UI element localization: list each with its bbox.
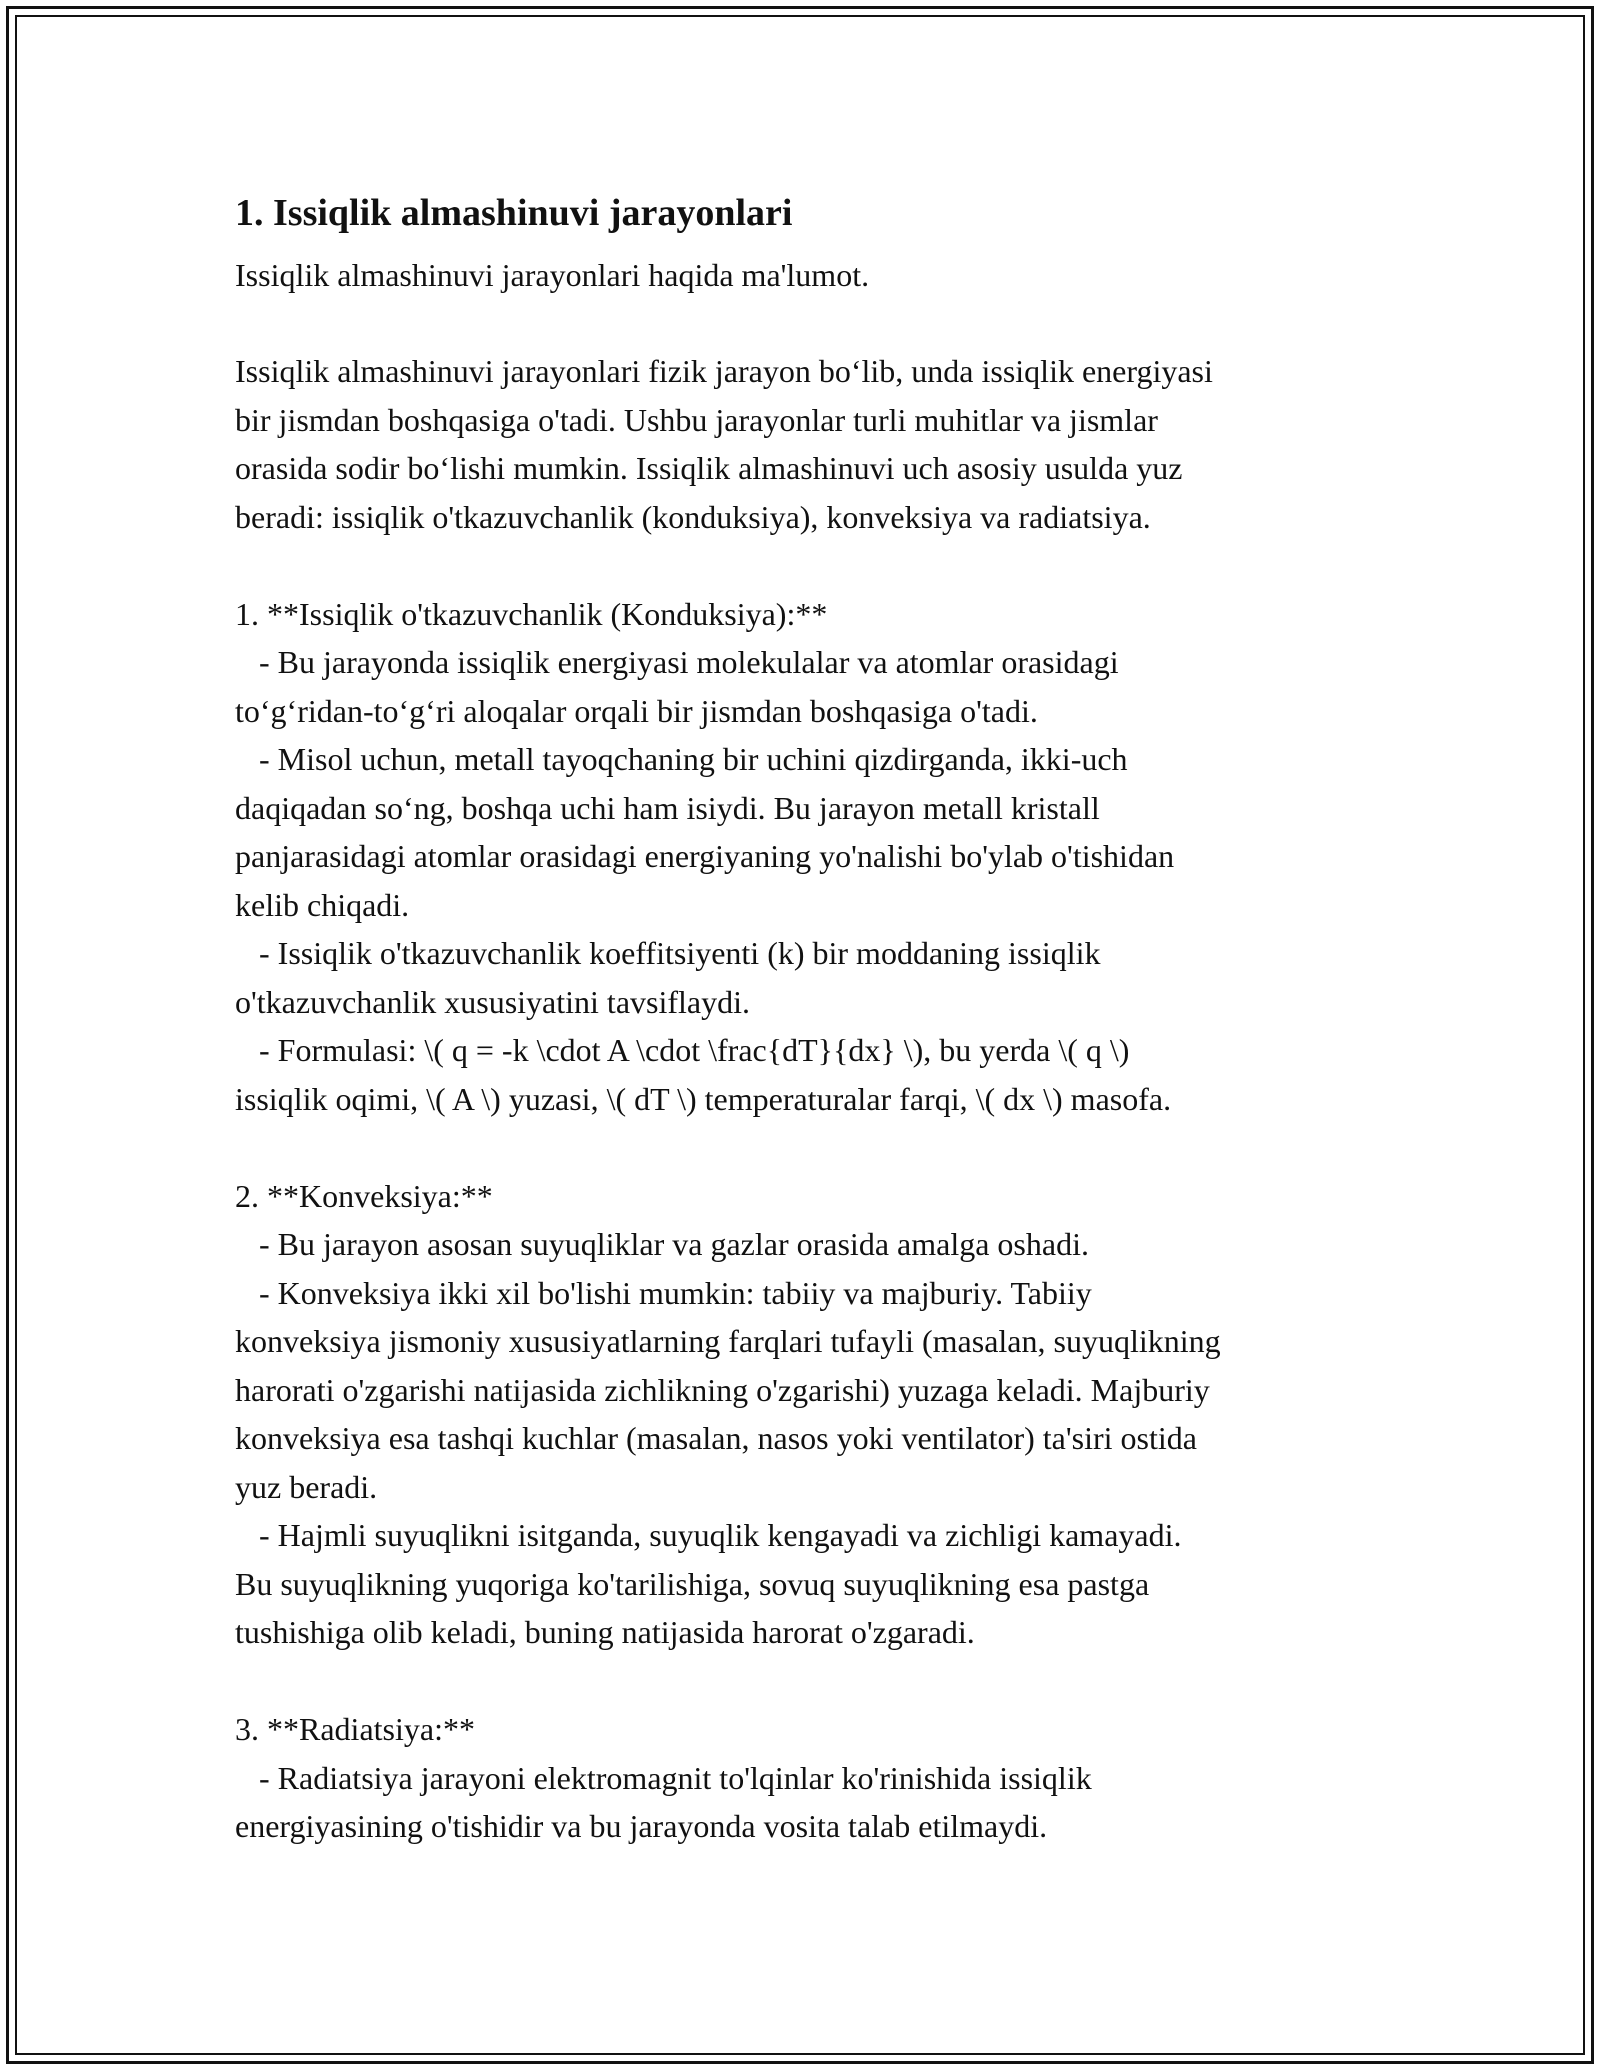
document-title: 1. Issiqlik almashinuvi jarayonlari xyxy=(235,192,793,234)
document-content xyxy=(235,185,1375,1851)
document-subtitle: Issiqlik almashinuvi jarayonlari haqida ma'lumot. xyxy=(235,257,870,293)
document-body: Issiqlik almashinuvi jarayonlari fizik jarayon bo‘lib, unda issiqlik energiyasi bir jismdan boshqasiga o'tadi. Ushbu jarayonlar turli muhitlar va jismlar orasida sodir bo‘lishi mumkin. Issiqlik almashinuvi uch asosiy usulda yuz beradi: issiqlik o'tkazuvchanlik (konduksiya), konveksiya va radiatsiya. 1. **Issiqlik o'tkazuvchanlik (Konduksiya):** - Bu jarayonda issiqlik energiyasi molekulalar va atomlar orasidagi to‘g‘ridan-to‘g‘ri aloqalar orqali bir jismdan boshqasiga o'tadi. - Misol uchun, metall tayoqchaning bir uchini qizdirganda, ikki-uch daqiqadan so‘ng, boshqa uchi ham isiydi. Bu jarayon metall kristall panjarasidagi atomlar orasidagi energiyaning yo'nalishi bo'ylab o'tishidan kelib chiqadi. - Issiqlik o'tkazuvchanlik koeffitsiyenti (k) bir moddaning issiqlik o'tkazuvchanlik xususiyatini tavsiflaydi. - Formulasi: \( q = -k \cdot A \cdot \frac{dT}{dx} \), bu yerda \( q \) issiqlik oqimi, \( A \) yuzasi, \( dT \) temperaturalar farqi, \( dx \) masofa. 2. **Konveksiya:** - Bu jarayon asosan suyuqliklar va gazlar orasida amalga oshadi. - Konveksiya ikki xil bo'lishi mumkin: tabiiy va majburiy. Tabiiy konveksiya jismoniy xususiyatlarning farqlari tufayli (masalan, suyuqlikning harorati o'zgarishi natijasida zichlikning o'zgarishi) yuzaga keladi. Majburiy konveksiya esa tashqi kuchlar (masalan, nasos yoki ventilator) ta'siri ostida yuz beradi. - Hajmli suyuqlikni isitganda, suyuqlik kengayadi va zichligi kamayadi. Bu suyuqlikning yuqoriga ko'tarilishiga, sovuq suyuqlikning esa pastga tushishiga olib keladi, buning natijasida harorat o'zgaradi. 3. **Radiatsiya:** - Radiatsiya jarayoni elektromagnit to'lqinlar ko'rinishida issiqlik energiyasining o'tishidir va bu jarayonda vosita talab etilmaydi. xyxy=(235,353,1221,1844)
